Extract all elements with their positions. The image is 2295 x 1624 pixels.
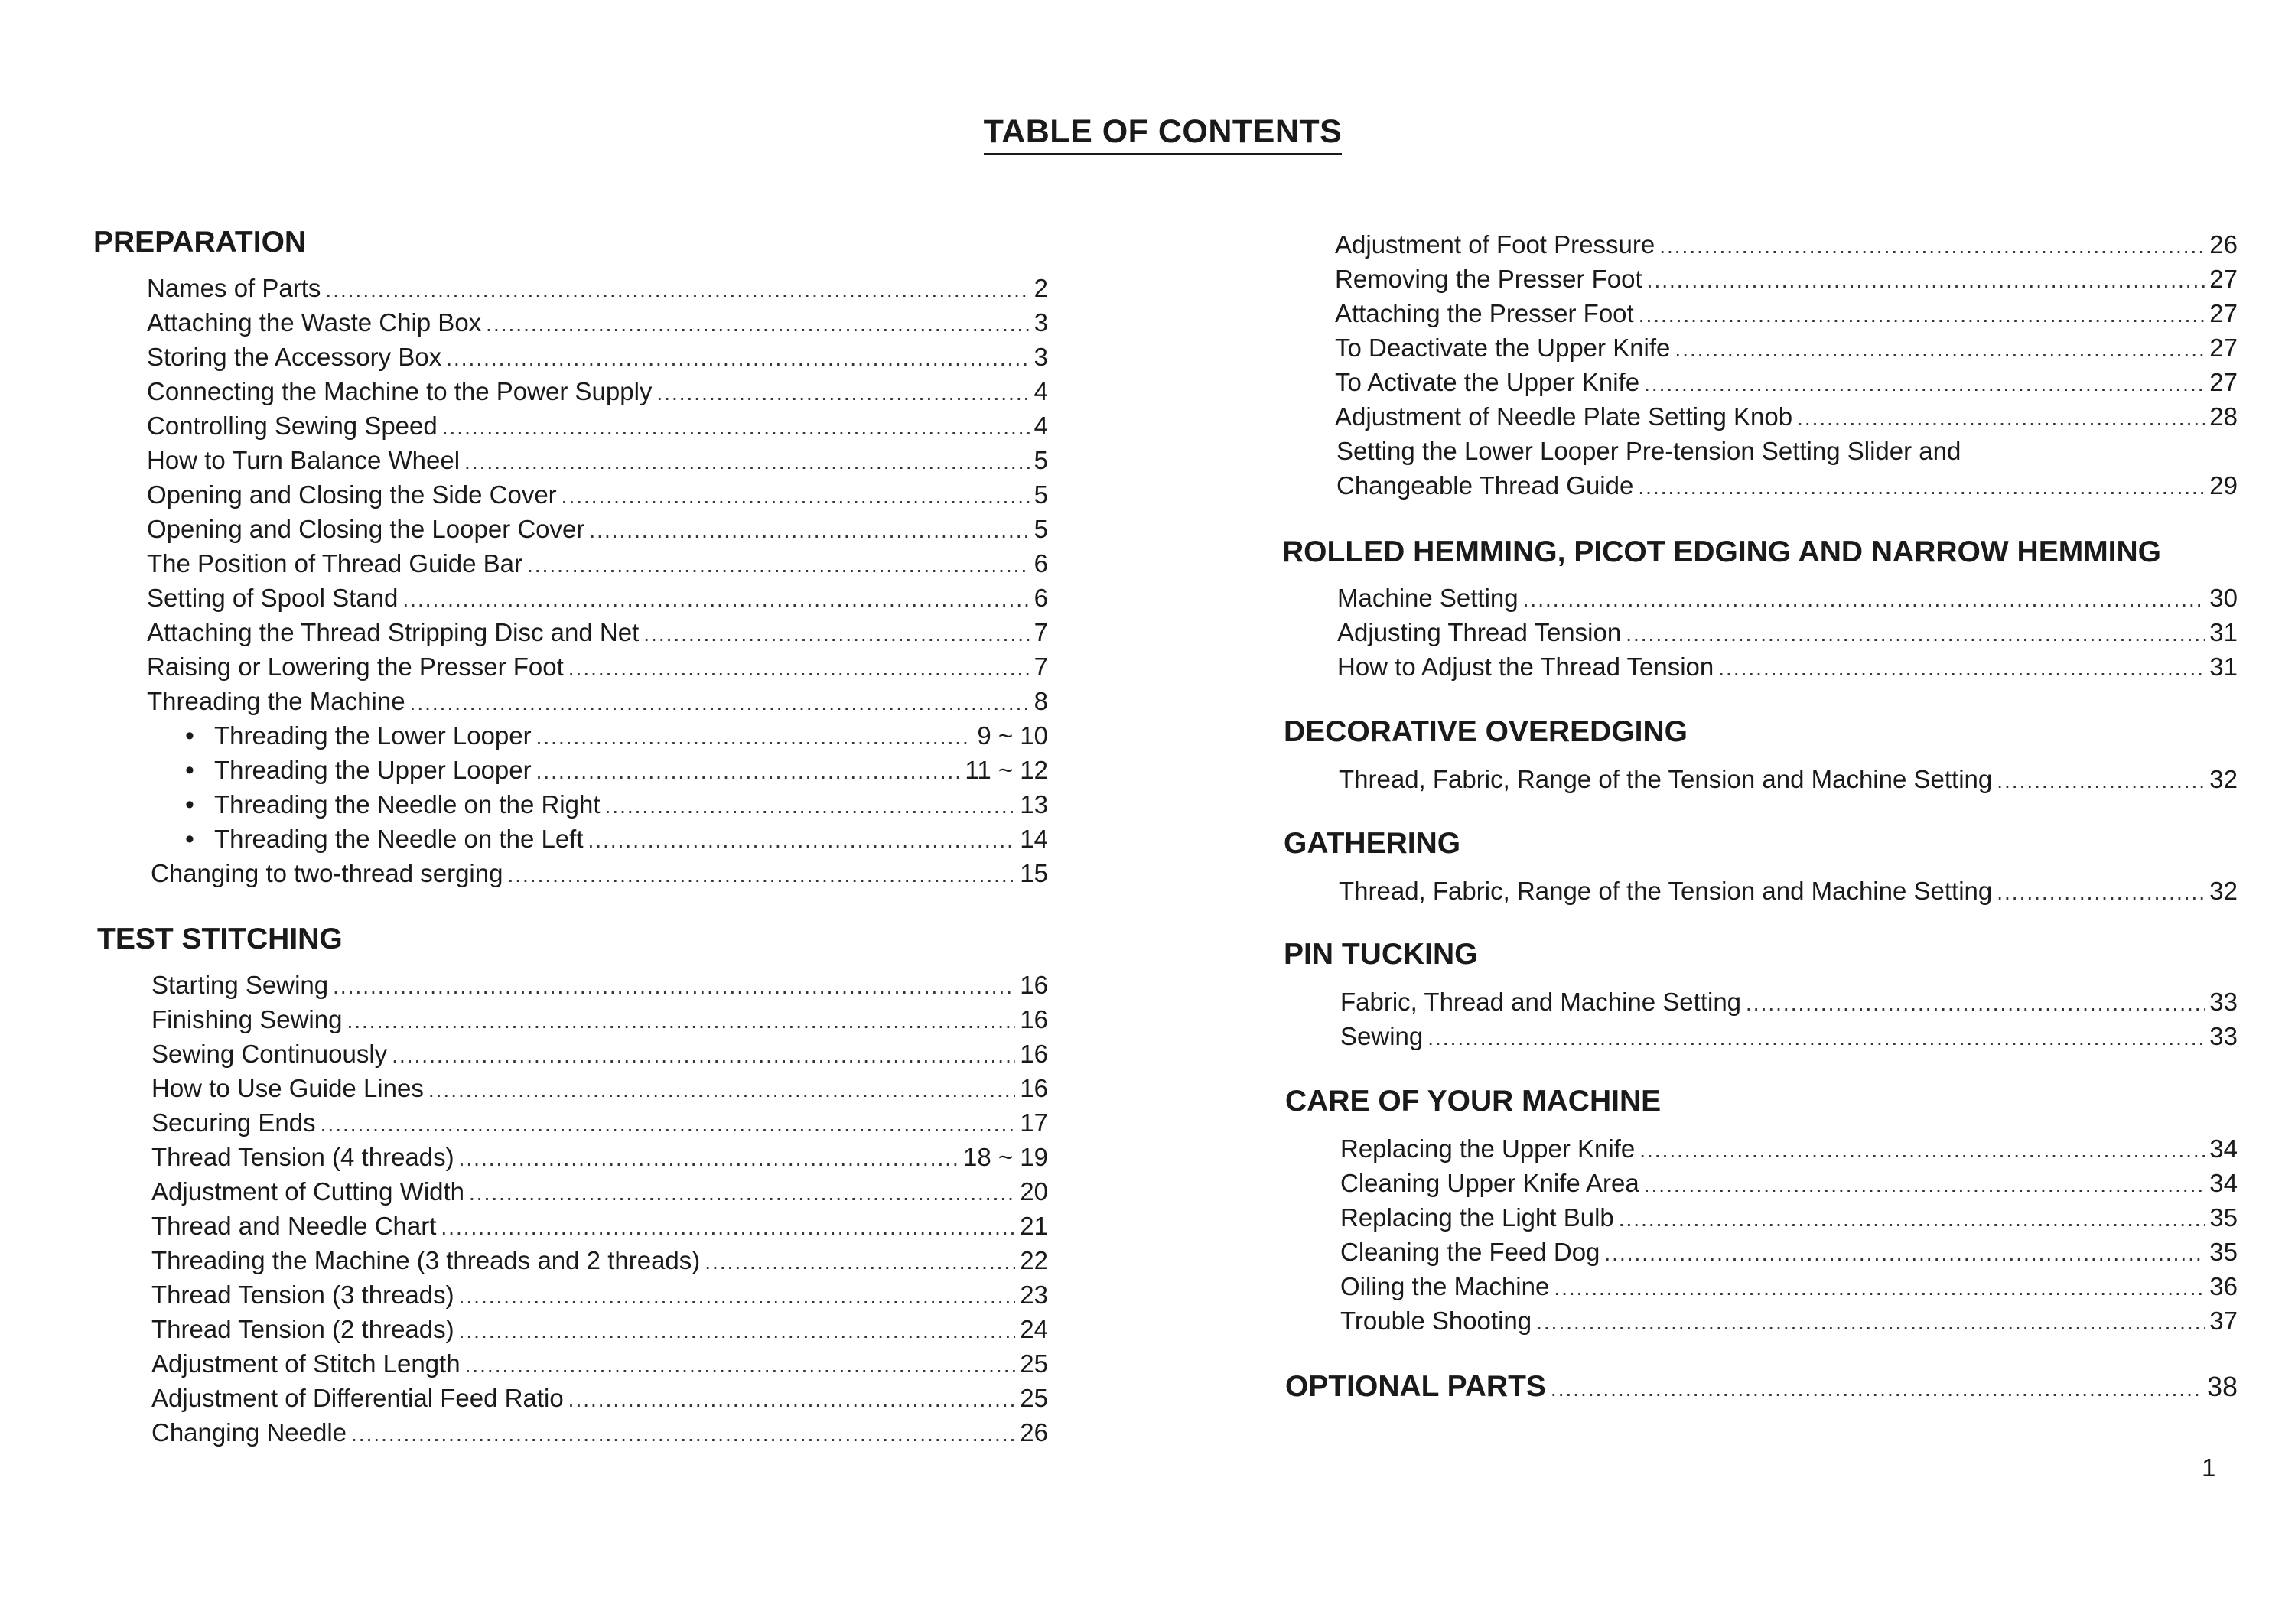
toc-entry-page: 25: [1020, 1384, 1048, 1412]
toc-entry: [151, 1313, 1048, 1346]
toc-entry-label: Thread Tension (3 threads): [151, 1281, 454, 1309]
leader-dots: [1659, 229, 2205, 263]
toc-entry-label: Adjustment of Needle Plate Setting Knob: [1335, 402, 1793, 431]
leader-dots: [1647, 264, 2205, 298]
leader-dots: [465, 1349, 1016, 1382]
toc-entry-label: Setting of Spool Stand: [147, 584, 399, 612]
toc-entry: [151, 1037, 1048, 1071]
leader-dots: [1604, 1237, 2205, 1271]
toc-entry-page: 5: [1034, 515, 1048, 543]
leader-dots: [1551, 1370, 2202, 1408]
toc-entry-page: 30: [2209, 584, 2238, 612]
toc-entry-label: Connecting the Machine to the Power Supply: [147, 377, 653, 405]
toc-entry: [151, 1416, 1048, 1450]
toc-entry-page: 13: [1020, 790, 1048, 819]
toc-entry: [1339, 874, 2238, 908]
leader-dots: [1644, 1168, 2205, 1202]
toc-entry-page: 16: [1020, 1074, 1048, 1102]
toc-entry-label: Replacing the Light Bulb: [1340, 1203, 1614, 1232]
leader-dots: [605, 789, 1016, 823]
toc-entry-label: Fabric, Thread and Machine Setting: [1340, 988, 1742, 1016]
toc-entry: [1340, 985, 2238, 1019]
toc-entry: [147, 513, 1048, 546]
toc-entry-page: 11 ~ 12: [965, 756, 1048, 784]
toc-entry-label: Threading the Machine (3 threads and 2 threads): [151, 1246, 701, 1274]
leader-dots: [442, 411, 1030, 444]
toc-entry: [1337, 650, 2238, 684]
toc-entry-label: Adjustment of Stitch Length: [151, 1349, 461, 1378]
leader-dots: [507, 858, 1015, 892]
toc-entry: [185, 788, 1048, 822]
section-heading-pin-tucking: PIN TUCKING: [1284, 938, 1478, 971]
toc-entry-label: Cleaning the Feed Dog: [1340, 1238, 1600, 1266]
toc-entry-page: 14: [1020, 825, 1048, 853]
toc-entry-label: Storing the Accessory Box: [147, 343, 442, 371]
toc-entry-page: 18 ~ 19: [962, 1143, 1048, 1171]
toc-entry: [151, 968, 1048, 1002]
toc-entry-page: 35: [2209, 1238, 2238, 1266]
toc-entry-label: Changeable Thread Guide: [1336, 471, 1634, 500]
toc-entry-label: Securing Ends: [151, 1108, 316, 1137]
toc-entry-page: 31: [2209, 618, 2238, 646]
toc-entry: [1335, 366, 2238, 399]
toc-entry-label: To Deactivate the Upper Knife: [1335, 334, 1671, 362]
leader-dots: [656, 376, 1029, 410]
toc-entry: [1335, 262, 2238, 296]
leader-dots: [402, 583, 1029, 617]
toc-entry: [1340, 1132, 2238, 1166]
leader-dots: [1536, 1306, 2205, 1339]
toc-entry: [147, 272, 1048, 305]
toc-entry: [151, 857, 1048, 890]
toc-entry-page: 3: [1034, 343, 1048, 371]
toc-entry-page: 32: [2209, 877, 2238, 905]
toc-entry: [185, 719, 1048, 753]
toc-entry-label: Attaching the Thread Stripping Disc and Net: [147, 618, 640, 646]
toc-entry-page: 16: [1020, 1040, 1048, 1068]
toc-entry-page: 27: [2209, 299, 2238, 327]
toc-entry-page: 17: [1020, 1108, 1048, 1137]
page-number: 1: [2202, 1453, 2216, 1482]
toc-entry-page: 27: [2209, 265, 2238, 293]
leader-dots: [1554, 1271, 2205, 1305]
toc-entry-label: Attaching the Waste Chip Box: [147, 308, 482, 337]
leader-dots: [321, 1108, 1016, 1141]
section-heading-decorative-overedging: DECORATIVE OVEREDGING: [1284, 715, 1688, 748]
leader-dots: [459, 1142, 959, 1176]
leader-dots: [1997, 764, 2205, 798]
toc-entry: [147, 685, 1048, 718]
toc-entry-label: Threading the Machine: [147, 687, 405, 715]
toc-entry: [151, 1141, 1048, 1174]
toc-entry: [147, 340, 1048, 374]
section-heading-preparation: PREPARATION: [93, 226, 307, 259]
leader-dots: [643, 617, 1029, 651]
toc-entry: [1340, 1201, 2238, 1235]
leader-dots: [588, 824, 1016, 858]
toc-entry: [1335, 228, 2238, 262]
leader-dots: [1638, 470, 2205, 504]
toc-entry-page: 20: [1020, 1177, 1048, 1206]
toc-entry-label: Sewing Continuously: [151, 1040, 388, 1068]
toc-entry: [1335, 400, 2238, 434]
toc-entry-label: How to Use Guide Lines: [151, 1074, 424, 1102]
leader-dots: [486, 308, 1029, 341]
toc-entry-label: Adjustment of Foot Pressure: [1335, 230, 1655, 259]
leader-dots: [1718, 652, 2205, 685]
toc-entry-page: 26: [2209, 230, 2238, 259]
toc-entry-label: Thread Tension (4 threads): [151, 1143, 454, 1171]
section-heading-rolled-hemming: ROLLED HEMMING, PICOT EDGING AND NARROW HEMMING: [1282, 535, 2162, 568]
toc-entry-label: Removing the Presser Foot: [1335, 265, 1642, 293]
toc-entry-page: 32: [2209, 765, 2238, 793]
toc-entry-label: • Threading the Upper Looper: [185, 753, 532, 787]
toc-entry-label: Oiling the Machine: [1340, 1272, 1550, 1300]
toc-entry-page: 34: [2209, 1134, 2238, 1163]
leader-dots: [1639, 298, 2205, 332]
toc-entry-label: OPTIONAL PARTS: [1285, 1370, 1546, 1403]
toc-entry-label: Thread and Needle Chart: [151, 1212, 437, 1240]
leader-dots: [347, 1004, 1015, 1038]
toc-entry: [1335, 331, 2238, 365]
toc-entry: [1336, 469, 2238, 503]
toc-entry: [151, 1278, 1048, 1312]
toc-entry-label: Thread Tension (2 threads): [151, 1315, 454, 1343]
leader-dots: [459, 1314, 1016, 1348]
toc-entry-page: 7: [1034, 618, 1048, 646]
toc-entry-page: 33: [2209, 988, 2238, 1016]
toc-entry: [151, 1106, 1048, 1140]
leader-dots: [568, 1383, 1016, 1417]
leader-dots: [536, 755, 961, 789]
toc-entry: [1339, 763, 2238, 796]
toc-entry-page: 6: [1034, 549, 1048, 578]
toc-entry-label: Adjustment of Differential Feed Ratio: [151, 1384, 564, 1412]
toc-entry-page: 8: [1034, 687, 1048, 715]
leader-dots: [469, 1177, 1015, 1210]
toc-entry-label: Controlling Sewing Speed: [147, 412, 438, 440]
toc-entry: [147, 581, 1048, 615]
toc-entry: [1337, 581, 2238, 615]
toc-entry-page: 23: [1020, 1281, 1048, 1309]
leader-dots: [1639, 1134, 2205, 1167]
leader-dots: [351, 1417, 1015, 1451]
toc-entry-page: 25: [1020, 1349, 1048, 1378]
leader-dots: [1427, 1021, 2205, 1055]
toc-entry-label: How to Turn Balance Wheel: [147, 446, 461, 474]
toc-entry-page: 4: [1034, 412, 1048, 440]
leader-dots: [1675, 333, 2205, 366]
toc-entry: [1335, 297, 2238, 330]
toc-entry-page: 16: [1020, 971, 1048, 999]
toc-entry: [147, 409, 1048, 443]
leader-dots: [1626, 617, 2205, 651]
toc-entry: [151, 1003, 1048, 1037]
toc-entry-page: 27: [2209, 368, 2238, 396]
toc-entry: [147, 547, 1048, 581]
leader-dots: [1619, 1203, 2205, 1236]
section-heading-care: CARE OF YOUR MACHINE: [1285, 1085, 1662, 1118]
toc-entry-label: Names of Parts: [147, 274, 321, 302]
toc-entry-page: 27: [2209, 334, 2238, 362]
toc-entry: [151, 1175, 1048, 1209]
toc-entry: [185, 822, 1048, 856]
toc-entry-optional-parts: [1285, 1368, 2238, 1406]
toc-entry-page: 7: [1034, 653, 1048, 681]
toc-entry-page: 31: [2209, 653, 2238, 681]
toc-entry-label: Thread, Fabric, Range of the Tension and Machine Setting: [1339, 877, 1993, 905]
section-heading-test-stitching: TEST STITCHING: [97, 923, 343, 955]
leader-dots: [527, 548, 1030, 582]
toc-entry: [151, 1244, 1048, 1277]
toc-entry: [147, 444, 1048, 477]
toc-entry-label: Replacing the Upper Knife: [1340, 1134, 1636, 1163]
toc-entry-page: 37: [2209, 1307, 2238, 1335]
toc-entry: [147, 375, 1048, 408]
page-title: TABLE OF CONTENTS: [972, 113, 1354, 151]
leader-dots: [1797, 402, 2205, 435]
leader-dots: [446, 342, 1029, 376]
toc-entry: [147, 616, 1048, 649]
toc-entry: [1340, 1020, 2238, 1053]
leader-dots: [392, 1039, 1015, 1072]
toc-entry-page: 24: [1020, 1315, 1048, 1343]
toc-entry: [1340, 1270, 2238, 1303]
toc-entry-label: Sewing: [1340, 1022, 1424, 1050]
leader-dots: [1523, 583, 2205, 617]
section-heading-gathering: GATHERING: [1284, 827, 1461, 860]
leader-dots: [536, 721, 973, 754]
toc-entry-label: Raising or Lowering the Presser Foot: [147, 653, 564, 681]
toc-entry-page: 2: [1034, 274, 1048, 302]
toc-entry-page: 5: [1034, 480, 1048, 509]
toc-entry-page: 21: [1020, 1212, 1048, 1240]
leader-dots: [464, 445, 1030, 479]
toc-entry-label: Thread, Fabric, Range of the Tension and Machine Setting: [1339, 765, 1993, 793]
toc-entry: [1340, 1167, 2238, 1200]
toc-entry: [147, 306, 1048, 340]
toc-entry-label: Cleaning Upper Knife Area: [1340, 1169, 1639, 1197]
toc-entry: [1340, 1304, 2238, 1338]
toc-entry-page: 34: [2209, 1169, 2238, 1197]
toc-entry-label: • Threading the Needle on the Left: [185, 822, 584, 856]
toc-entry-page: 29: [2209, 471, 2238, 500]
toc-entry-label: Changing Needle: [151, 1418, 347, 1447]
toc-entry: [151, 1382, 1048, 1415]
toc-entry-page: 16: [1020, 1005, 1048, 1033]
leader-dots: [459, 1280, 1016, 1313]
toc-entry-label: How to Adjust the Thread Tension: [1337, 653, 1714, 681]
leader-dots: [428, 1073, 1015, 1107]
toc-entry-page: 22: [1020, 1246, 1048, 1274]
toc-entry-page: 9 ~ 10: [977, 721, 1048, 750]
toc-entry-label: Adjustment of Cutting Width: [151, 1177, 465, 1206]
leader-dots: [589, 514, 1029, 548]
toc-entry-page: 36: [2209, 1272, 2238, 1300]
toc-entry: [147, 650, 1048, 684]
toc-entry-label: Finishing Sewing: [151, 1005, 343, 1033]
leader-dots: [333, 970, 1015, 1004]
toc-entry: [147, 478, 1048, 512]
toc-entry-page: 33: [2209, 1022, 2238, 1050]
toc-entry-label: Attaching the Presser Foot: [1335, 299, 1634, 327]
toc-entry: [151, 1209, 1048, 1243]
leader-dots: [705, 1245, 1015, 1279]
leader-dots: [568, 652, 1030, 685]
toc-entry-page: 26: [1020, 1418, 1048, 1447]
leader-dots: [562, 480, 1030, 513]
toc-entry-page: 28: [2209, 402, 2238, 431]
toc-entry: [1337, 616, 2238, 649]
toc-entry-page: 5: [1034, 446, 1048, 474]
toc-entry-label: Adjusting Thread Tension: [1337, 618, 1622, 646]
toc-entry: [185, 753, 1048, 787]
toc-entry-page: 15: [1020, 859, 1048, 887]
toc-entry-label: • Threading the Needle on the Right: [185, 788, 601, 822]
toc-entry-label: Trouble Shooting: [1340, 1307, 1532, 1335]
toc-entry: [151, 1347, 1048, 1381]
toc-entry-label: Changing to two-thread serging: [151, 859, 503, 887]
toc-entry-label: Starting Sewing: [151, 971, 329, 999]
leader-dots: [1746, 987, 2205, 1020]
toc-entry-label: Opening and Closing the Side Cover: [147, 480, 557, 509]
leader-dots: [441, 1211, 1015, 1245]
leader-dots: [410, 686, 1030, 720]
toc-entry-label: Opening and Closing the Looper Cover: [147, 515, 585, 543]
toc-entry-page: 6: [1034, 584, 1048, 612]
toc-entry-page: 35: [2209, 1203, 2238, 1232]
toc-entry: [1340, 1235, 2238, 1269]
toc-entry-page: 4: [1034, 377, 1048, 405]
toc-entry-label: To Activate the Upper Knife: [1335, 368, 1640, 396]
toc-entry-label: The Position of Thread Guide Bar: [147, 549, 523, 578]
toc-entry-page: 3: [1034, 308, 1048, 337]
toc-entry-label: Machine Setting: [1337, 584, 1519, 612]
toc-entry-page: 38: [2206, 1371, 2238, 1402]
toc-entry: [151, 1072, 1048, 1105]
leader-dots: [325, 273, 1029, 307]
toc-entry-label: • Threading the Lower Looper: [185, 719, 532, 753]
leader-dots: [1644, 367, 2205, 401]
toc-entry-label-multiline: Setting the Lower Looper Pre-tension Setting Slider and: [1336, 437, 1961, 465]
leader-dots: [1997, 876, 2205, 910]
